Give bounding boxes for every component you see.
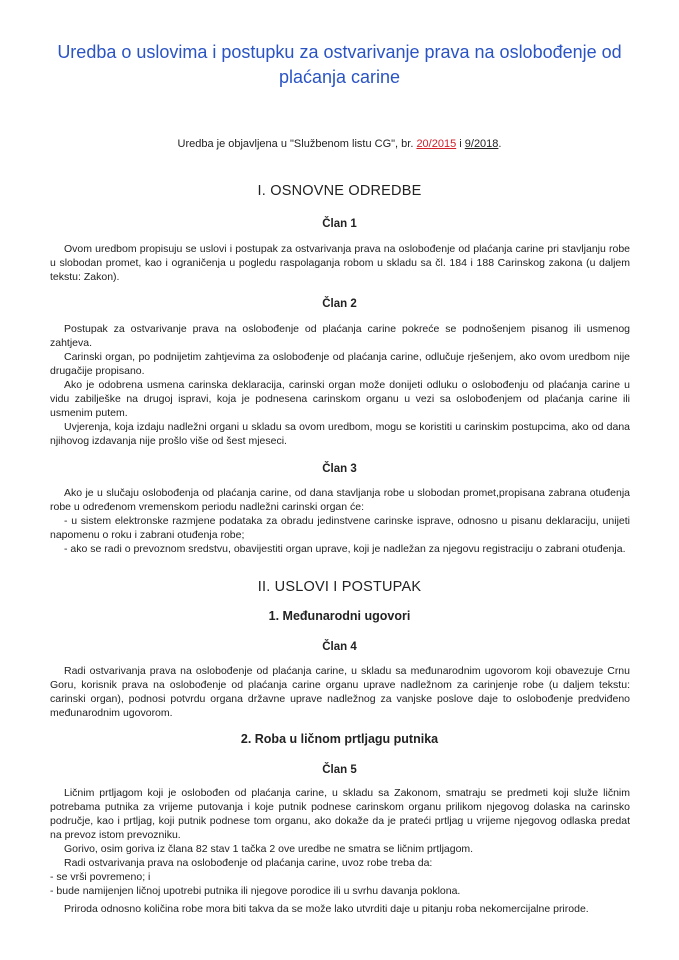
publication-mid: i [456, 138, 465, 150]
article-5-paragraph-6: Priroda odnosno količina robe mora biti takva da se može lako utvrditi daje u pitanju roba nekomercijalne prirode. [64, 903, 589, 915]
article-3-paragraph-3: - ako se radi o prevoznom sredstvu, obavijestiti organ uprave, koji je nadležan za njegovu registraciju o zabrani otuđenja. [64, 543, 626, 555]
article-heading-5: Član 5 [322, 764, 357, 776]
subsection-heading-licni-prtljag: 2. Roba u ličnom prtljagu putnika [240, 732, 439, 746]
article-3-paragraph-1: Ako je u slučaju oslobođenja od plaćanja carine, od dana stavljanja robe u slobodan promet,propisana zabrana otuđenja robe u određenom vremenskom periodu nadležni carinski organ će: [50, 487, 630, 513]
article-1-paragraph-1: Ovom uredbom propisuju se uslovi i postupak za ostvarivanja prava na oslobođenje od plaćanja carine pri stavljanju robe u slobodan promet, kao i ograničenja u pogledu raspolaganja robom u skladu sa čl. 184 i 188 Carinskog zakona (u daljem tekstu: Zakon). [50, 243, 630, 283]
article-heading-3: Član 3 [322, 463, 357, 475]
publication-note [0, 137, 679, 151]
subsection-heading-medjunarodni-ugovori: 1. Međunarodni ugovori [268, 609, 411, 623]
article-2-paragraph-4: Uvjerenja, koja izdaju nadležni organi u skladu sa ovom uredbom, mogu se koristiti u carinskim postupcima, ako od dana njihovog izdavanja nije prošlo više od šest mjeseci. [50, 421, 630, 447]
gazette-link-2018[interactable]: 9/2018 [464, 138, 499, 150]
section-heading-uslovi-i-postupak: II. USLOVI I POSTUPAK [257, 579, 422, 595]
article-4-paragraph-1: Radi ostvarivanja prava na oslobođenje od plaćanja carine, u skladu sa međunarodnim ugovorom koji obavezuje Crnu Goru, korisnik prava na oslobođenje od plaćanja carine organu uprave nadležnom za carinjenje robe (u daljem tekstu: carinski organ), podnosi potvrdu organa državne uprave nadležnog za vanjske poslove daje to oslobođenje predviđeno međunarodnim ugovorom. [50, 665, 630, 719]
article-5-paragraph-5: - bude namijenjen ličnoj upotrebi putnika ili njegove porodice ili u svrhu davanja poklona. [50, 885, 461, 897]
article-5-paragraph-1: Ličnim prtljagom koji je oslobođen od plaćanja carine, u skladu sa Zakonom, smatraju se predmeti koji služe ličnim potrebama putnika za vrijeme putovanja i koje putnik podnese carinskom organu prilikom njegovog dolaska na carinsko područje, kao i prtljag, koji putnik podnese tom organu, ako dokaže da je prateći prtljag u vrijeme njegovog odlaska predat na prevoz istom prevozniku. [50, 787, 630, 841]
article-3-paragraph-2: - u sistem elektronske razmjene podataka za obradu jedinstvene carinske isprave, odnosno u pisanu deklaraciju, unijeti napomenu o roku i zabrani otuđenja robe; [50, 515, 630, 541]
article-2-paragraph-2: Carinski organ, po podnijetim zahtjevima za oslobođenje od plaćanja carine, odlučuje rješenjem, ako ovom uredbom nije drugačije propisano. [50, 351, 630, 377]
article-2-paragraph-1: Postupak za ostvarivanje prava na oslobođenje od plaćanja carine pokreće se podnošenjem pisanog ili usmenog zahtjeva. [50, 323, 630, 349]
article-heading-1: Član 1 [322, 218, 357, 230]
publication-prefix: Uredba je objavljena u "Službenom listu CG", br. [177, 138, 417, 150]
article-5-paragraph-3: Radi ostvarivanja prava na oslobođenje od plaćanja carine, uvoz robe treba da: [64, 857, 433, 869]
gazette-link-2015[interactable]: 20/2015 [416, 138, 457, 150]
article-5-paragraph-4: - se vrši povremeno; i [50, 871, 151, 883]
document-title: Uredba o uslovima i postupku za ostvarivanje prava na oslobođenje od plaćanja carine [57, 42, 622, 87]
article-2-paragraph-3: Ako je odobrena usmena carinska deklaracija, carinski organ može donijeti odluku o oslobođenju od plaćanja carine u vidu zabilješke na drugoj ispravi, koja je podnesena carinskom organu u vezi sa oslobođenjem od plaćanja carine ili usmenim putem. [50, 379, 630, 419]
article-heading-2: Član 2 [322, 298, 357, 310]
article-heading-4: Član 4 [322, 641, 357, 653]
section-heading-osnovne-odredbe: I. OSNOVNE ODREDBE [257, 183, 422, 199]
article-5-paragraph-2: Gorivo, osim goriva iz člana 82 stav 1 tačka 2 ove uredbe ne smatra se ličnim prtljagom. [64, 843, 474, 855]
publication-suffix: . [498, 138, 502, 150]
